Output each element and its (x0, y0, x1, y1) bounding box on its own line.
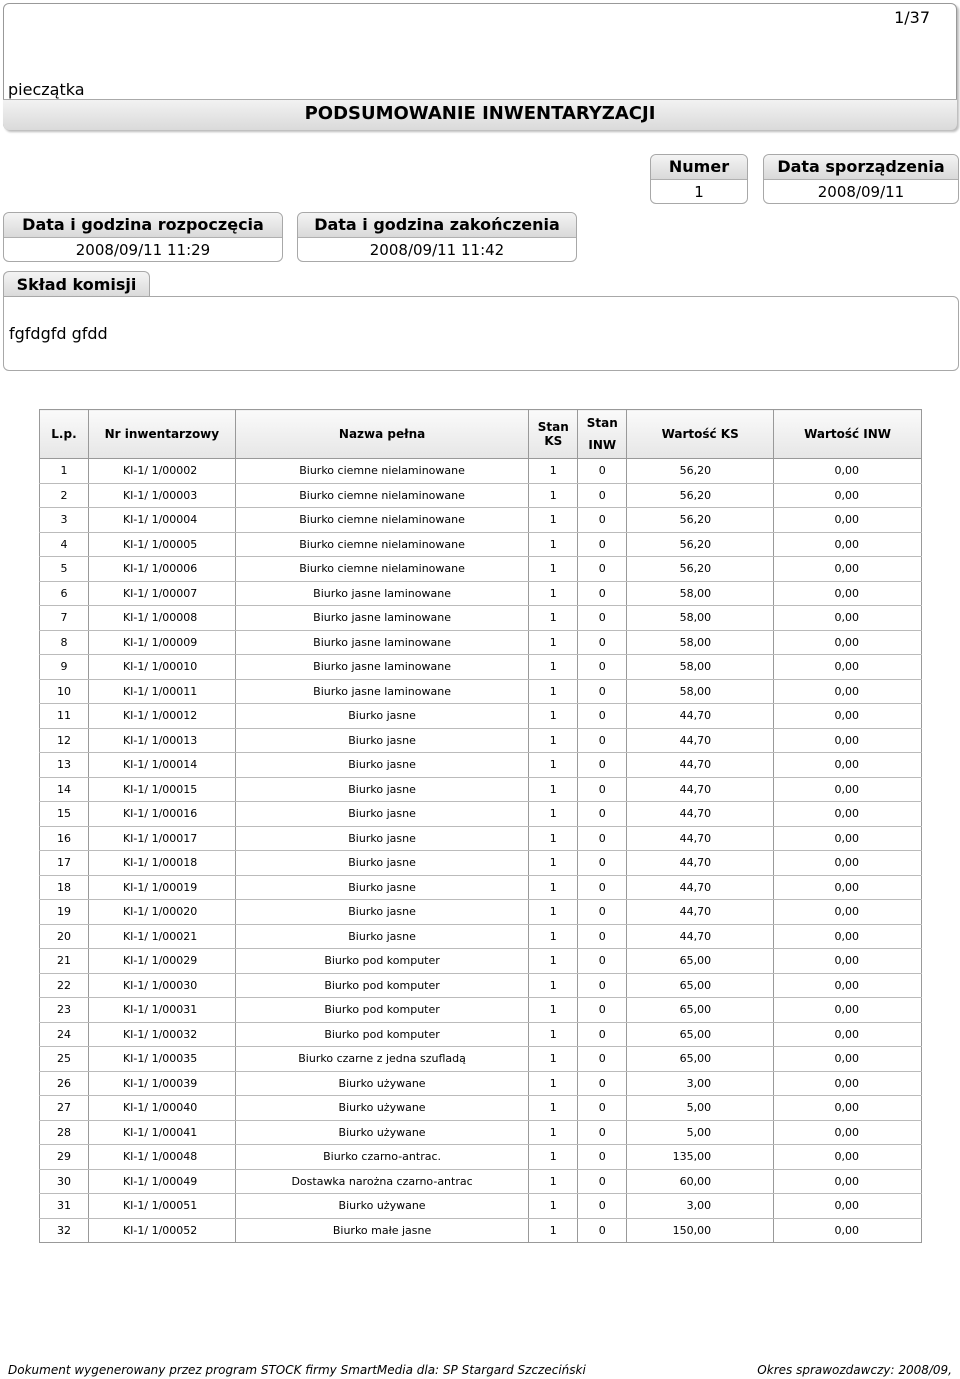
cell-stan-inw: 0 (578, 557, 627, 582)
cell-stan-inw: 0 (578, 1047, 627, 1072)
cell-nr: KI-1/ 1/00021 (88, 924, 235, 949)
table-row (40, 826, 922, 851)
cell-nazwa: Biurko jasne (235, 875, 529, 900)
start-label: Data i godzina rozpoczęcia (4, 213, 282, 238)
cell-nazwa: Biurko jasne (235, 802, 529, 827)
table-row (40, 973, 922, 998)
table-row (40, 1071, 922, 1096)
cell-stan-inw: 0 (578, 998, 627, 1023)
cell-wartosc-inw: 0,00 (774, 1194, 922, 1219)
cell-stan-ks: 1 (529, 1022, 578, 1047)
cell-stan-inw: 0 (578, 924, 627, 949)
cell-stan-ks: 1 (529, 973, 578, 998)
cell-wartosc-inw: 0,00 (774, 1145, 922, 1170)
cell-wartosc-inw: 0,00 (774, 949, 922, 974)
cell-stan-inw: 0 (578, 753, 627, 778)
cell-stan-ks: 1 (529, 753, 578, 778)
cell-lp: 14 (40, 777, 89, 802)
cell-stan-inw: 0 (578, 1071, 627, 1096)
cell-nr: KI-1/ 1/00035 (88, 1047, 235, 1072)
cell-stan-ks: 1 (529, 875, 578, 900)
cell-wartosc-inw: 0,00 (774, 777, 922, 802)
cell-nr: KI-1/ 1/00015 (88, 777, 235, 802)
cell-stan-inw: 0 (578, 1218, 627, 1243)
cell-lp: 5 (40, 557, 89, 582)
table-row (40, 581, 922, 606)
cell-nr: KI-1/ 1/00008 (88, 606, 235, 631)
cell-nr: KI-1/ 1/00010 (88, 655, 235, 680)
cell-wartosc-ks: 150,00 (627, 1218, 774, 1243)
cell-nazwa: Biurko pod komputer (235, 973, 529, 998)
cell-nr: KI-1/ 1/00041 (88, 1120, 235, 1145)
cell-nazwa: Biurko ciemne nielaminowane (235, 483, 529, 508)
table-row (40, 630, 922, 655)
cell-nr: KI-1/ 1/00048 (88, 1145, 235, 1170)
cell-lp: 2 (40, 483, 89, 508)
table-row (40, 1194, 922, 1219)
cell-lp: 16 (40, 826, 89, 851)
cell-stan-ks: 1 (529, 826, 578, 851)
table-row (40, 483, 922, 508)
cell-wartosc-ks: 44,70 (627, 900, 774, 925)
cell-stan-inw: 0 (578, 802, 627, 827)
cell-wartosc-inw: 0,00 (774, 900, 922, 925)
table-row (40, 679, 922, 704)
cell-wartosc-ks: 65,00 (627, 949, 774, 974)
table-row (40, 532, 922, 557)
cell-nazwa: Biurko jasne laminowane (235, 606, 529, 631)
cell-stan-inw: 0 (578, 606, 627, 631)
cell-lp: 3 (40, 508, 89, 533)
cell-lp: 23 (40, 998, 89, 1023)
table-row (40, 459, 922, 484)
cell-nazwa: Biurko pod komputer (235, 998, 529, 1023)
cell-wartosc-inw: 0,00 (774, 1120, 922, 1145)
cell-lp: 22 (40, 973, 89, 998)
cell-stan-ks: 1 (529, 483, 578, 508)
cell-lp: 11 (40, 704, 89, 729)
cell-nazwa: Biurko jasne (235, 924, 529, 949)
table-row (40, 900, 922, 925)
cell-stan-ks: 1 (529, 1120, 578, 1145)
header-stan-inw-line1: Stan (586, 416, 618, 430)
cell-stan-inw: 0 (578, 973, 627, 998)
cell-nr: KI-1/ 1/00019 (88, 875, 235, 900)
cell-wartosc-inw: 0,00 (774, 924, 922, 949)
cell-wartosc-inw: 0,00 (774, 655, 922, 680)
cell-wartosc-ks: 135,00 (627, 1145, 774, 1170)
cell-stan-ks: 1 (529, 606, 578, 631)
cell-wartosc-ks: 56,20 (627, 532, 774, 557)
cell-wartosc-inw: 0,00 (774, 998, 922, 1023)
cell-lp: 6 (40, 581, 89, 606)
cell-wartosc-ks: 58,00 (627, 679, 774, 704)
table-row (40, 1169, 922, 1194)
cell-nazwa: Biurko ciemne nielaminowane (235, 557, 529, 582)
inventory-table (39, 409, 922, 1243)
numer-value: 1 (694, 183, 704, 201)
table-row (40, 949, 922, 974)
cell-wartosc-ks: 44,70 (627, 802, 774, 827)
cell-lp: 4 (40, 532, 89, 557)
cell-wartosc-inw: 0,00 (774, 532, 922, 557)
cell-wartosc-ks: 44,70 (627, 777, 774, 802)
cell-stan-ks: 1 (529, 1218, 578, 1243)
cell-stan-ks: 1 (529, 949, 578, 974)
cell-lp: 24 (40, 1022, 89, 1047)
cell-lp: 1 (40, 459, 89, 484)
cell-nr: KI-1/ 1/00049 (88, 1169, 235, 1194)
numer-box (650, 154, 748, 204)
cell-stan-ks: 1 (529, 655, 578, 680)
cell-stan-inw: 0 (578, 1145, 627, 1170)
cell-stan-inw: 0 (578, 1096, 627, 1121)
table-row (40, 753, 922, 778)
cell-nr: KI-1/ 1/00029 (88, 949, 235, 974)
cell-stan-ks: 1 (529, 1194, 578, 1219)
cell-wartosc-ks: 5,00 (627, 1120, 774, 1145)
cell-lp: 20 (40, 924, 89, 949)
cell-stan-inw: 0 (578, 826, 627, 851)
header-stan-inw-line2: INW (588, 438, 617, 452)
cell-nr: KI-1/ 1/00018 (88, 851, 235, 876)
komisja-box (3, 296, 959, 371)
cell-nazwa: Biurko jasne laminowane (235, 655, 529, 680)
cell-wartosc-ks: 60,00 (627, 1169, 774, 1194)
cell-stan-inw: 0 (578, 949, 627, 974)
cell-nr: KI-1/ 1/00009 (88, 630, 235, 655)
cell-nr: KI-1/ 1/00051 (88, 1194, 235, 1219)
data-sporzadzenia-box (763, 154, 959, 204)
cell-nazwa: Biurko używane (235, 1120, 529, 1145)
cell-wartosc-inw: 0,00 (774, 1096, 922, 1121)
page-title: PODSUMOWANIE INWENTARYZACJI (3, 99, 957, 130)
table-row (40, 508, 922, 533)
cell-wartosc-ks: 44,70 (627, 826, 774, 851)
footer-generator: Dokument wygenerowany przez program STOCK firmy SmartMedia dla: SP Stargard Szczeciński (8, 1363, 586, 1377)
cell-nr: KI-1/ 1/00016 (88, 802, 235, 827)
cell-wartosc-inw: 0,00 (774, 704, 922, 729)
cell-wartosc-inw: 0,00 (774, 1071, 922, 1096)
page-number: 1/37 (894, 8, 930, 27)
komisja-label: Skład komisji (3, 271, 150, 297)
cell-lp: 15 (40, 802, 89, 827)
table-row (40, 1022, 922, 1047)
cell-lp: 27 (40, 1096, 89, 1121)
cell-nr: KI-1/ 1/00003 (88, 483, 235, 508)
cell-nazwa: Biurko jasne (235, 704, 529, 729)
cell-wartosc-inw: 0,00 (774, 802, 922, 827)
cell-lp: 26 (40, 1071, 89, 1096)
data-sporzadzenia-label: Data sporządzenia (764, 155, 958, 180)
cell-nr: KI-1/ 1/00002 (88, 459, 235, 484)
cell-lp: 28 (40, 1120, 89, 1145)
cell-wartosc-inw: 0,00 (774, 1169, 922, 1194)
cell-lp: 25 (40, 1047, 89, 1072)
cell-stan-ks: 1 (529, 581, 578, 606)
cell-nr: KI-1/ 1/00004 (88, 508, 235, 533)
cell-nazwa: Biurko małe jasne (235, 1218, 529, 1243)
cell-nr: KI-1/ 1/00014 (88, 753, 235, 778)
cell-stan-inw: 0 (578, 900, 627, 925)
cell-nr: KI-1/ 1/00052 (88, 1218, 235, 1243)
cell-lp: 21 (40, 949, 89, 974)
cell-stan-ks: 1 (529, 557, 578, 582)
cell-stan-ks: 1 (529, 704, 578, 729)
cell-nazwa: Biurko jasne (235, 753, 529, 778)
cell-wartosc-ks: 3,00 (627, 1071, 774, 1096)
cell-lp: 32 (40, 1218, 89, 1243)
cell-stan-inw: 0 (578, 532, 627, 557)
cell-nr: KI-1/ 1/00031 (88, 998, 235, 1023)
table-row (40, 851, 922, 876)
table-row (40, 704, 922, 729)
cell-stan-inw: 0 (578, 1194, 627, 1219)
cell-wartosc-ks: 65,00 (627, 1022, 774, 1047)
cell-stan-inw: 0 (578, 1022, 627, 1047)
cell-wartosc-inw: 0,00 (774, 826, 922, 851)
cell-wartosc-inw: 0,00 (774, 851, 922, 876)
cell-stan-inw: 0 (578, 851, 627, 876)
cell-wartosc-inw: 0,00 (774, 459, 922, 484)
cell-stan-ks: 1 (529, 728, 578, 753)
stamp-label: pieczątka (8, 80, 85, 99)
cell-lp: 10 (40, 679, 89, 704)
cell-nazwa: Biurko używane (235, 1096, 529, 1121)
start-box (3, 212, 283, 262)
cell-stan-ks: 1 (529, 630, 578, 655)
cell-stan-inw: 0 (578, 875, 627, 900)
cell-nazwa: Biurko jasne (235, 851, 529, 876)
cell-wartosc-ks: 56,20 (627, 508, 774, 533)
cell-stan-inw: 0 (578, 777, 627, 802)
footer-period: Okres sprawozdawczy: 2008/09, (757, 1363, 952, 1377)
cell-stan-ks: 1 (529, 1071, 578, 1096)
cell-nazwa: Dostawka narożna czarno-antrac (235, 1169, 529, 1194)
table-row (40, 728, 922, 753)
cell-nr: KI-1/ 1/00032 (88, 1022, 235, 1047)
cell-nazwa: Biurko czarno-antrac. (235, 1145, 529, 1170)
cell-nr: KI-1/ 1/00012 (88, 704, 235, 729)
cell-wartosc-ks: 44,70 (627, 753, 774, 778)
cell-wartosc-ks: 65,00 (627, 1047, 774, 1072)
cell-stan-ks: 1 (529, 802, 578, 827)
cell-nazwa: Biurko jasne laminowane (235, 679, 529, 704)
table-row (40, 924, 922, 949)
cell-nazwa: Biurko ciemne nielaminowane (235, 532, 529, 557)
cell-stan-inw: 0 (578, 704, 627, 729)
cell-wartosc-inw: 0,00 (774, 606, 922, 631)
cell-wartosc-inw: 0,00 (774, 508, 922, 533)
cell-wartosc-ks: 56,20 (627, 557, 774, 582)
cell-nazwa: Biurko jasne (235, 728, 529, 753)
cell-nr: KI-1/ 1/00040 (88, 1096, 235, 1121)
cell-stan-ks: 1 (529, 777, 578, 802)
cell-stan-ks: 1 (529, 532, 578, 557)
cell-nazwa: Biurko używane (235, 1071, 529, 1096)
cell-lp: 9 (40, 655, 89, 680)
cell-nr: KI-1/ 1/00030 (88, 973, 235, 998)
cell-lp: 7 (40, 606, 89, 631)
cell-wartosc-ks: 58,00 (627, 606, 774, 631)
cell-wartosc-ks: 65,00 (627, 973, 774, 998)
cell-wartosc-inw: 0,00 (774, 753, 922, 778)
komisja-value: fgfdgfd gfdd (9, 324, 108, 343)
cell-stan-ks: 1 (529, 679, 578, 704)
cell-lp: 30 (40, 1169, 89, 1194)
cell-lp: 8 (40, 630, 89, 655)
cell-nazwa: Biurko jasne (235, 777, 529, 802)
cell-nr: KI-1/ 1/00020 (88, 900, 235, 925)
cell-wartosc-inw: 0,00 (774, 630, 922, 655)
cell-nazwa: Biurko czarne z jedna szufladą (235, 1047, 529, 1072)
header-stan-inw (578, 410, 627, 459)
cell-wartosc-ks: 44,70 (627, 875, 774, 900)
cell-nazwa: Biurko jasne (235, 900, 529, 925)
cell-nazwa: Biurko jasne laminowane (235, 581, 529, 606)
cell-nr: KI-1/ 1/00039 (88, 1071, 235, 1096)
cell-stan-ks: 1 (529, 459, 578, 484)
cell-wartosc-inw: 0,00 (774, 875, 922, 900)
cell-nazwa: Biurko jasne (235, 826, 529, 851)
cell-lp: 17 (40, 851, 89, 876)
cell-wartosc-ks: 58,00 (627, 630, 774, 655)
cell-stan-inw: 0 (578, 1169, 627, 1194)
cell-lp: 31 (40, 1194, 89, 1219)
cell-wartosc-ks: 56,20 (627, 483, 774, 508)
cell-stan-ks: 1 (529, 1145, 578, 1170)
header-wartosc-inw: Wartość INW (774, 410, 922, 459)
cell-nr: KI-1/ 1/00017 (88, 826, 235, 851)
cell-wartosc-ks: 58,00 (627, 655, 774, 680)
cell-lp: 29 (40, 1145, 89, 1170)
table-row (40, 777, 922, 802)
table-row (40, 1120, 922, 1145)
cell-nr: KI-1/ 1/00006 (88, 557, 235, 582)
cell-wartosc-ks: 58,00 (627, 581, 774, 606)
cell-stan-inw: 0 (578, 679, 627, 704)
cell-wartosc-inw: 0,00 (774, 483, 922, 508)
cell-wartosc-inw: 0,00 (774, 1218, 922, 1243)
cell-nazwa: Biurko pod komputer (235, 949, 529, 974)
cell-lp: 18 (40, 875, 89, 900)
cell-stan-ks: 1 (529, 508, 578, 533)
cell-wartosc-ks: 44,70 (627, 728, 774, 753)
cell-wartosc-inw: 0,00 (774, 1022, 922, 1047)
cell-nazwa: Biurko pod komputer (235, 1022, 529, 1047)
end-label: Data i godzina zakończenia (298, 213, 576, 238)
cell-stan-ks: 1 (529, 1047, 578, 1072)
inventory-body (40, 459, 922, 1243)
cell-stan-inw: 0 (578, 728, 627, 753)
cell-wartosc-ks: 3,00 (627, 1194, 774, 1219)
table-row (40, 875, 922, 900)
header-nazwa: Nazwa pełna (235, 410, 529, 459)
header-wartosc-ks: Wartość KS (627, 410, 774, 459)
cell-nazwa: Biurko jasne laminowane (235, 630, 529, 655)
end-box (297, 212, 577, 262)
end-value: 2008/09/11 11:42 (369, 241, 505, 259)
cell-wartosc-inw: 0,00 (774, 679, 922, 704)
cell-nazwa: Biurko ciemne nielaminowane (235, 508, 529, 533)
table-row (40, 998, 922, 1023)
cell-stan-ks: 1 (529, 998, 578, 1023)
table-row (40, 1047, 922, 1072)
cell-nazwa: Biurko ciemne nielaminowane (235, 459, 529, 484)
table-row (40, 1218, 922, 1243)
table-row (40, 1096, 922, 1121)
cell-wartosc-ks: 56,20 (627, 459, 774, 484)
cell-wartosc-inw: 0,00 (774, 1047, 922, 1072)
cell-stan-inw: 0 (578, 459, 627, 484)
start-value: 2008/09/11 11:29 (75, 241, 211, 259)
header-lp: L.p. (40, 410, 89, 459)
cell-nazwa: Biurko używane (235, 1194, 529, 1219)
table-row (40, 606, 922, 631)
cell-stan-inw: 0 (578, 1120, 627, 1145)
data-sporzadzenia-value: 2008/09/11 (817, 183, 905, 201)
cell-wartosc-ks: 44,70 (627, 704, 774, 729)
cell-lp: 13 (40, 753, 89, 778)
cell-stan-ks: 1 (529, 1169, 578, 1194)
cell-stan-ks: 1 (529, 851, 578, 876)
cell-wartosc-inw: 0,00 (774, 973, 922, 998)
cell-wartosc-inw: 0,00 (774, 728, 922, 753)
cell-stan-ks: 1 (529, 900, 578, 925)
cell-nr: KI-1/ 1/00011 (88, 679, 235, 704)
cell-wartosc-inw: 0,00 (774, 581, 922, 606)
cell-wartosc-ks: 5,00 (627, 1096, 774, 1121)
cell-lp: 19 (40, 900, 89, 925)
cell-stan-inw: 0 (578, 655, 627, 680)
table-header-row (40, 410, 922, 459)
numer-label: Numer (651, 155, 747, 180)
cell-nr: KI-1/ 1/00007 (88, 581, 235, 606)
table-row (40, 655, 922, 680)
cell-lp: 12 (40, 728, 89, 753)
cell-wartosc-ks: 65,00 (627, 998, 774, 1023)
cell-stan-ks: 1 (529, 924, 578, 949)
cell-wartosc-ks: 44,70 (627, 924, 774, 949)
cell-stan-ks: 1 (529, 1096, 578, 1121)
table-row (40, 802, 922, 827)
header-stan-ks: Stan KS (529, 410, 578, 459)
cell-stan-inw: 0 (578, 581, 627, 606)
cell-wartosc-ks: 44,70 (627, 851, 774, 876)
cell-wartosc-inw: 0,00 (774, 557, 922, 582)
header-nr: Nr inwentarzowy (88, 410, 235, 459)
cell-nr: KI-1/ 1/00013 (88, 728, 235, 753)
cell-nr: KI-1/ 1/00005 (88, 532, 235, 557)
cell-stan-inw: 0 (578, 630, 627, 655)
table-row (40, 557, 922, 582)
table-row (40, 1145, 922, 1170)
cell-stan-inw: 0 (578, 508, 627, 533)
cell-stan-inw: 0 (578, 483, 627, 508)
